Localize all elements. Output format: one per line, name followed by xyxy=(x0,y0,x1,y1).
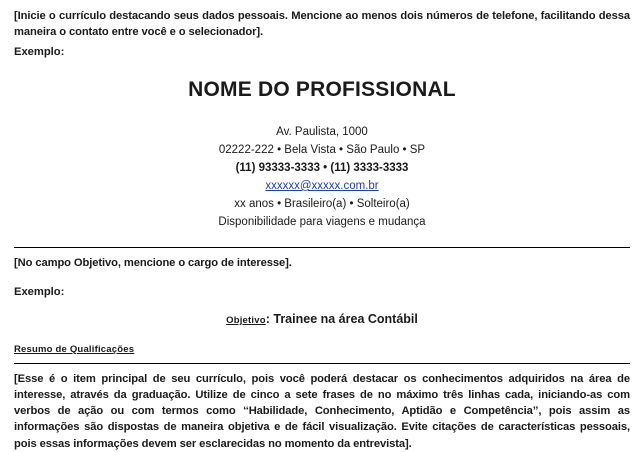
contact-address: Av. Paulista, 1000 xyxy=(276,126,368,139)
qualifications-instruction-text: [Esse é o item principal de seu currículo, pois você poderá destacar os conhecimentos adquiridos na área de interesse, através da graduação. Utilize de cinco a sete frases de no máximo três linhas cada, iniciando-as com verbos de ação ou com termos como ‘‘Habilidade, Conhecimento, Aptidão e Competência’’, pois assim as informações são dispostas de maneira objetiva e de fácil visualização. Evite citações de características pessoais, pois essas informações devem ser esclarecidas no momento da entrevista]. xyxy=(14,372,630,450)
objective-line xyxy=(14,312,630,326)
candidate-name-title: NOME DO PROFISSIONAL xyxy=(188,78,456,102)
qualifications-heading: Resumo de Qualificações xyxy=(14,343,135,355)
contact-block xyxy=(14,124,630,231)
intro-instruction-text: [Inicie o currículo destacando seus dados pessoais. Mencione ao menos dois números de telefone, facilitando dessa maneira o contato entre você e o selecionador]. xyxy=(14,10,630,39)
divider-top xyxy=(14,247,630,248)
divider-bottom xyxy=(14,363,630,364)
example-label-2: Exemplo: xyxy=(14,285,65,298)
objective-value: : Trainee na área Contábil xyxy=(265,311,418,326)
contact-phones: (11) 93333-3333 • (11) 3333-3333 xyxy=(235,162,409,175)
objective-label: Objetivo xyxy=(226,314,266,326)
contact-personal-info: xx anos • Brasileiro(a) • Solteiro(a) xyxy=(234,197,410,210)
contact-city-line: 02222-222 • Bela Vista • São Paulo • SP xyxy=(218,144,426,157)
example-label-1: Exemplo: xyxy=(14,46,65,59)
contact-email-link[interactable]: xxxxxx@xxxxx.com.br xyxy=(265,179,379,192)
contact-availability: Disponibilidade para viagens e mudança xyxy=(218,215,426,228)
objective-instruction-text: [No campo Objetivo, mencione o cargo de interesse]. xyxy=(14,257,292,270)
